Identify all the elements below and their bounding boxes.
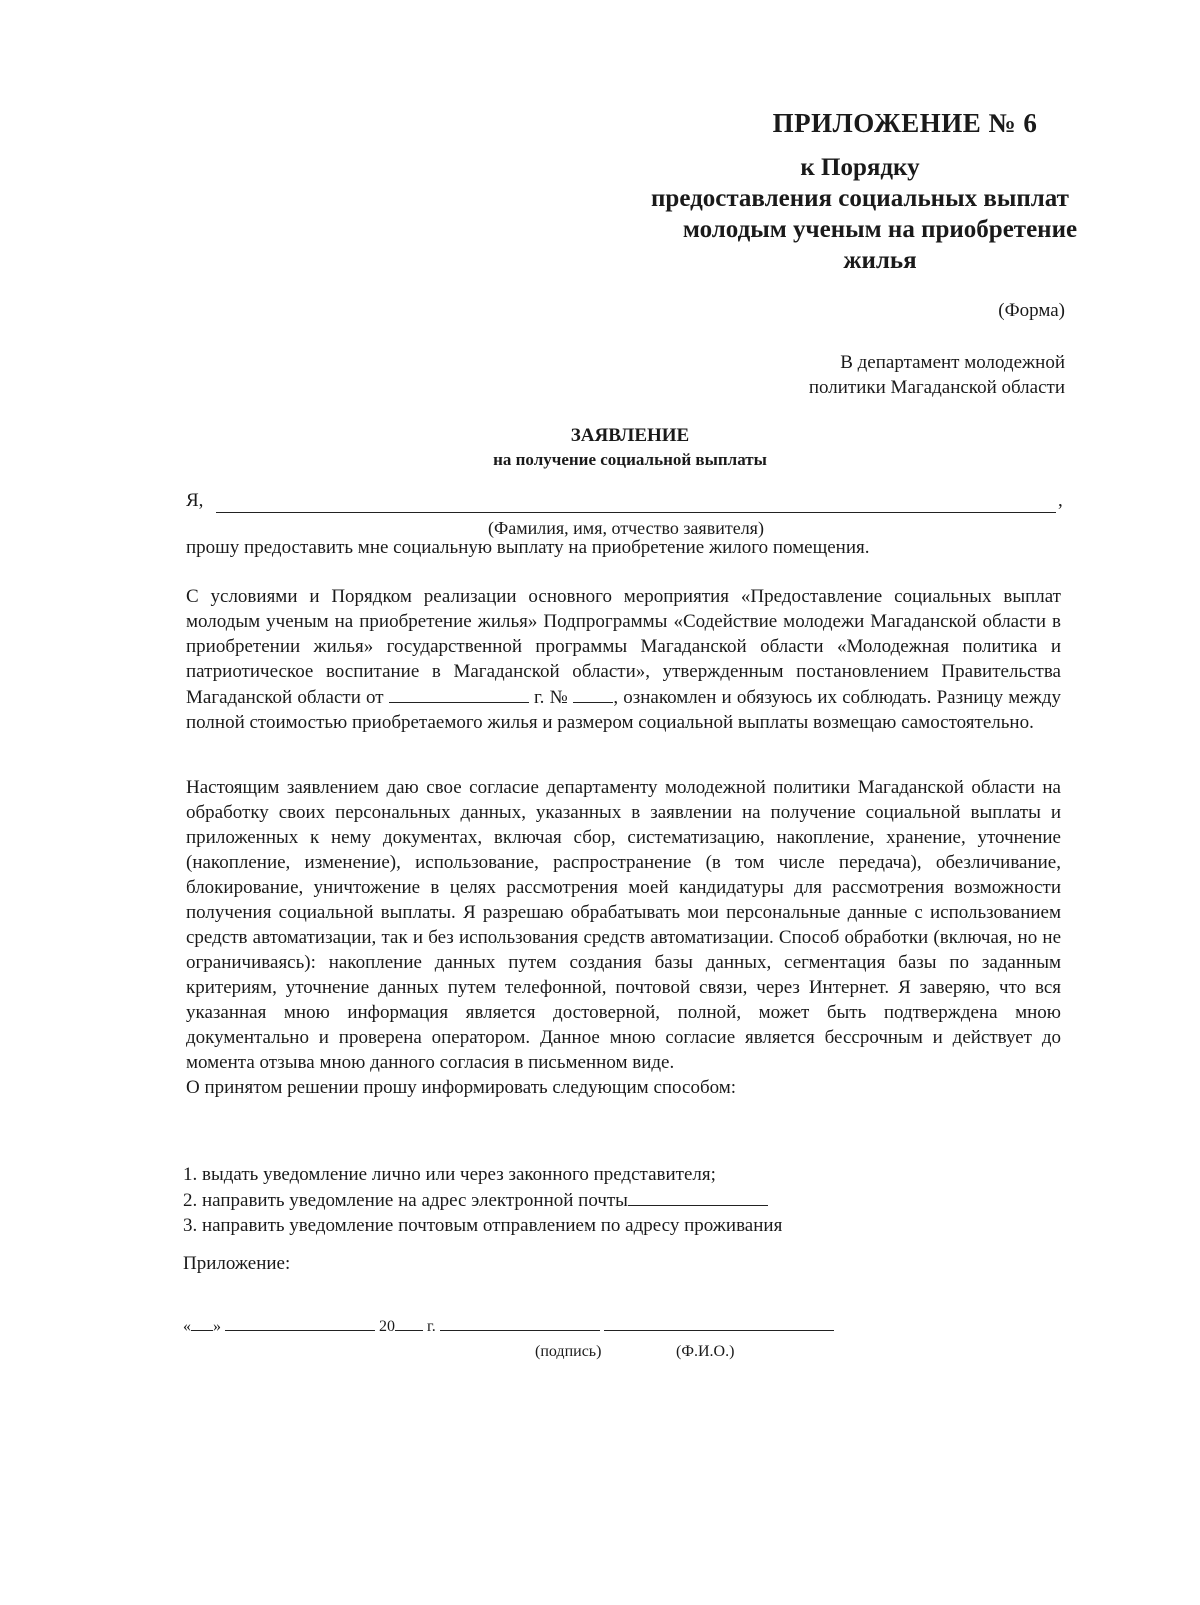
email-field[interactable] [628,1187,768,1206]
applicant-block [186,490,1066,538]
paragraph-consent [186,775,1061,1100]
year-field[interactable] [395,1316,423,1331]
year-prefix: 20 [379,1318,395,1335]
document-title-main: ЗАЯВЛЕНИЕ [570,425,690,446]
decree-year-abbr: г. [533,687,545,708]
date-close-quote: » [213,1318,221,1335]
signature-field[interactable] [440,1316,600,1331]
day-field[interactable] [191,1316,213,1331]
applicant-prefix: Я, [186,490,204,511]
paragraph-consent-text: Настоящим заявлением даю свое согласие департаменту молодежной политики Магаданской области на обработку своих персональных данных, указанных в заявлении на получение социальной выплаты и приложенных к нему документах, включая сбор, систематизацию, накопление, хранение, уточнение (накопление, изменение), использование, распространение (в том числе передача), обезличивание, блокирование, уничтожение в целях рассмотрения моей кандидатуры для рассмотрения возможности получения социальной выплаты. Я разрешаю обрабатывать мои персональные данные с использованием средств автоматизации, так и без использования средств автоматизации. Способ обработки (включая, но не ограничиваясь): накопление данных путем создания базы данных, сегментация базы по заданным критериям, уточнение данных путем телефонной, почтовой связи, через Интернет. Я заверяю, что вся указанная мною информация является достоверной, полной, может быть подтверждена мною документально и проверена оператором. Данное мною согласие является бессрочным и действует до момента отзыва мною данного согласия в письменном виде. [186,777,1061,1073]
form-label: (Форма) [998,300,1065,321]
signature-line [183,1316,834,1336]
option-2-label: 2. направить уведомление на адрес электронной почты [183,1190,628,1211]
paragraph-conditions [186,584,1061,735]
signature-caption: (подпись) [535,1343,602,1360]
request-line: прошу предоставить мне социальную выплату на приобретение жилого помещения. [186,537,870,558]
applicant-name-caption: (Фамилия, имя, отчество заявителя) [488,518,764,538]
applicant-suffix: , [1058,490,1063,511]
recipient-line-1: В департамент молодежной [840,352,1065,373]
appendix-title-line-3: жилья [843,247,917,274]
recipient-block [809,350,1065,400]
applicant-name-field[interactable] [216,512,1056,513]
option-3: 3. направить уведомление почтовым отправлением по адресу проживания [183,1215,783,1236]
full-name-caption: (Ф.И.О.) [676,1343,735,1360]
month-field[interactable] [225,1316,375,1331]
date-open-quote: « [183,1318,191,1335]
appendix-to-order: к Порядку [800,154,920,181]
attachment-label: Приложение: [183,1253,291,1274]
option-1: 1. выдать уведомление лично или через законного представителя; [183,1164,716,1185]
paragraph-conditions-text: С условиями и Порядком реализации основного мероприятия «Предоставление социальных выплат молодым ученым на приобретение жилья» Подпрограммы «Содействие молодежи Магаданской области в приобретении жилья» государственной программы Магаданской области «Молодежная политика и патриотическое воспитание в Магаданской области», утвержденным постановлением Правительства Магаданской области от [186,586,1061,708]
document-title [0,425,1200,470]
document-title-sub: на получение социальной выплаты [493,450,767,469]
appendix-title-line-2: молодым ученым на приобретение [682,216,1078,243]
notify-line: О принятом решении прошу информировать следующим способом: [186,1077,737,1098]
year-suffix: г. [427,1318,436,1335]
paragraph-conditions-text-end: , ознакомлен и обязуюсь их соблюдать. Разницу между полной стоимостью приобретаемого жилья и размером социальной выплаты возмещаю самостоятельно. [186,687,1062,733]
decree-number-sign: № [549,687,569,708]
appendix-title-line-1: предоставления социальных выплат [651,185,1069,212]
recipient-line-2: политики Магаданской области [808,377,1065,398]
appendix-number: ПРИЛОЖЕНИЕ № 6 [772,108,1038,138]
full-name-field[interactable] [604,1316,834,1331]
decree-number-field[interactable] [573,684,613,703]
option-2 [183,1187,782,1213]
appendix-header [580,108,1140,276]
notification-options [183,1162,782,1238]
decree-date-field[interactable] [389,684,529,703]
